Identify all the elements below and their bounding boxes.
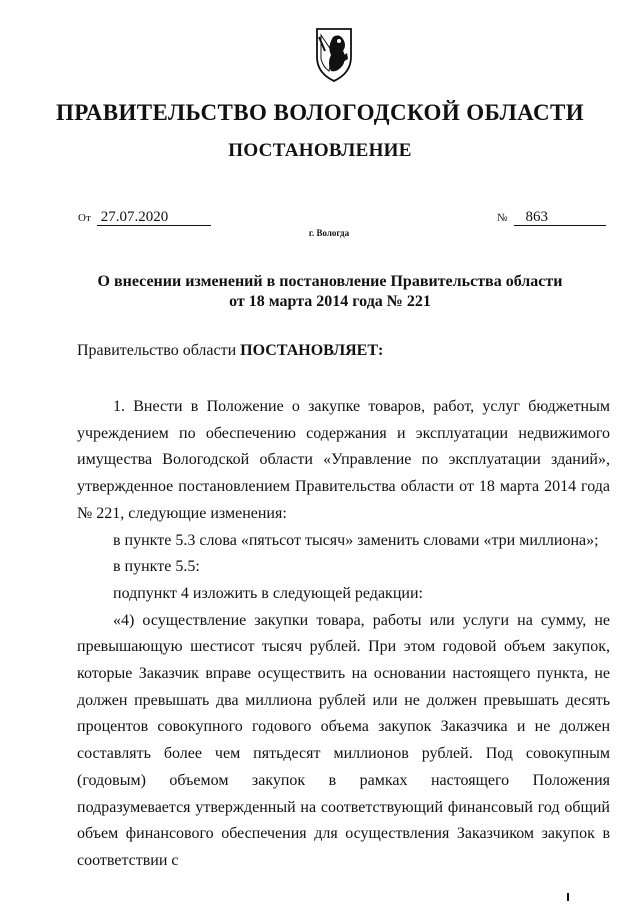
preamble-emphasis: ПОСТАНОВЛЯЕТ: bbox=[240, 342, 384, 359]
date-value: 27.07.2020 bbox=[97, 209, 211, 226]
page-mark bbox=[567, 893, 569, 901]
subject-line-2: от 18 марта 2014 года № 221 bbox=[229, 293, 431, 310]
preamble-text: Правительство области bbox=[77, 342, 241, 359]
paragraph-4: подпункт 4 изложить в следующей редакции: bbox=[113, 584, 423, 602]
date-prefix: От bbox=[78, 212, 91, 224]
coat-of-arms-emblem bbox=[303, 23, 365, 85]
coat-of-arms-icon bbox=[303, 23, 365, 85]
preamble bbox=[77, 342, 383, 360]
document-number bbox=[497, 209, 606, 226]
paragraph-3: в пункте 5.5: bbox=[113, 558, 200, 576]
government-title: ПРАВИТЕЛЬСТВО ВОЛОГОДСКОЙ ОБЛАСТИ bbox=[55, 100, 585, 125]
city-label: г. Вологда bbox=[308, 228, 350, 238]
document-body bbox=[77, 394, 610, 875]
document-date bbox=[78, 209, 211, 226]
subject-line-1: О внесении изменений в постановление Правительства области bbox=[97, 273, 563, 290]
paragraph-2: в пункте 5.3 слова «пятьсот тысяч» заменить словами «три миллиона»; bbox=[113, 531, 599, 549]
document-type: ПОСТАНОВЛЕНИЕ bbox=[228, 140, 412, 161]
document-subject bbox=[60, 272, 600, 312]
number-value: 863 bbox=[514, 209, 606, 226]
paragraph-item-1: 1. Внести в Положение о закупке товаров, работ, услуг бюджетным учреждением по обеспечению содержания и эксплуатации недвижимого имущества Вологодской области «Управление по эксплуатации зданий», утвержденное постановлением Правительства области от 18 марта 2014 года № 221, следующие изменения: bbox=[77, 398, 610, 522]
paragraph-5: «4) осуществление закупки товара, работы или услуги на сумму, не превышающую шестисот тысяч рублей. При этом годовой объем закупок, которые Заказчик вправе осуществить на основании настоящего пункта, не должен превышать два миллиона рублей или не должен превышать десять процентов совокупного годового объема закупок Заказчика и не должен составлять более чем пятьдесят миллионов рублей. Под совокупным (годовым) объемом закупок в рамках настоящего Положения подразумевается утвержденный на соответствующий финансовый год общий объем финансового обеспечения для осуществления Заказчиком закупок в соответствии с bbox=[77, 611, 610, 869]
number-prefix: № bbox=[497, 212, 508, 224]
